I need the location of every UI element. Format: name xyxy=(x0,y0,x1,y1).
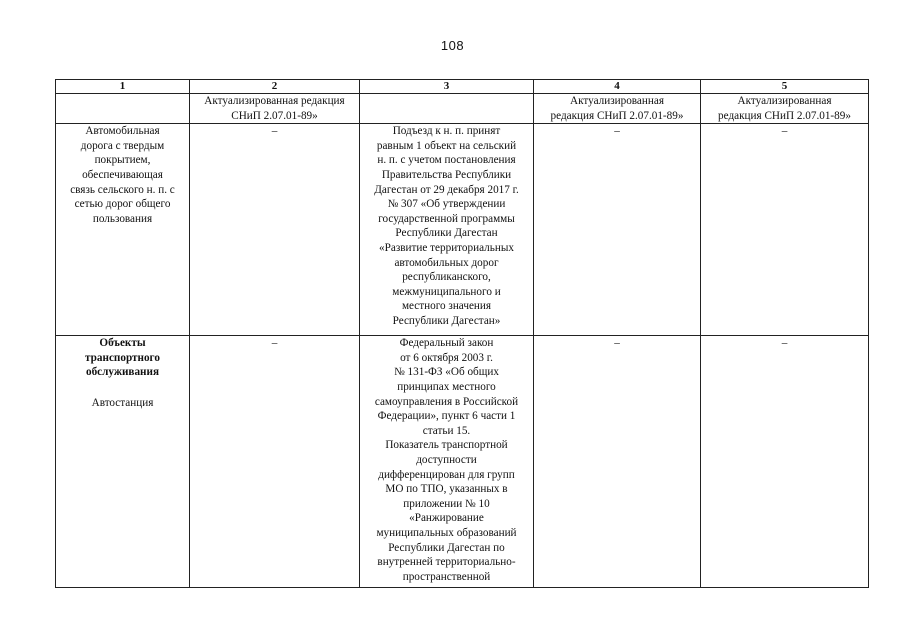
column-number-2: 2 xyxy=(190,80,360,94)
text-line: Республики Дагестан по xyxy=(388,541,505,554)
text-line: доступности xyxy=(416,453,477,466)
text-line: внутренней территориально- xyxy=(377,556,516,569)
text-line: редакция СНиП 2.07.01-89» xyxy=(550,109,684,122)
section-heading-line: Объекты xyxy=(99,337,146,350)
table-row xyxy=(56,336,869,588)
text-line: Правительства Республики xyxy=(381,168,512,181)
spacer xyxy=(58,380,187,396)
dash-placeholder: – xyxy=(781,125,788,138)
text-line: Подъезд к н. п. принят xyxy=(392,125,501,138)
table-row xyxy=(56,124,869,336)
text-line: Федерации», пункт 6 части 1 xyxy=(377,410,516,423)
text-line: Республики Дагестан xyxy=(395,227,498,240)
subheader-row xyxy=(56,94,869,124)
document-table xyxy=(55,79,869,588)
subheader-cell-4 xyxy=(534,94,701,124)
text-line: межмуниципального и xyxy=(392,285,501,298)
text-line: пространственной xyxy=(402,570,491,583)
text-line: муниципальных образований xyxy=(376,526,517,539)
text-line: Актуализированная редакция xyxy=(204,95,345,107)
text-line: № 131-ФЗ «Об общих xyxy=(394,366,499,379)
road-col5-cell xyxy=(701,124,869,336)
text-line: Актуализированная xyxy=(737,95,832,107)
text-line: автомобильных дорог xyxy=(394,256,499,269)
text-line: Дагестан от 29 декабря 2017 г. xyxy=(374,183,519,196)
transport-col4-cell xyxy=(534,336,701,588)
road-basis-cell xyxy=(360,124,534,336)
item-name: Автостанция xyxy=(91,396,154,409)
dash-placeholder: – xyxy=(614,337,620,350)
text-line: дорога с твердым xyxy=(80,139,165,152)
text-line: редакция СНиП 2.07.01-89» xyxy=(718,109,851,122)
column-number-3: 3 xyxy=(360,80,534,94)
text-line: самоуправления в Российской xyxy=(374,395,519,408)
text-line: Федеральный закон xyxy=(399,337,494,350)
text-line: покрытием, xyxy=(94,154,151,167)
transport-col2-cell xyxy=(190,336,360,588)
text-line: обеспечивающая xyxy=(82,168,163,181)
section-heading-line: транспортного xyxy=(85,351,160,364)
text-line: Показатель транспортной xyxy=(385,439,508,452)
dash-placeholder: – xyxy=(781,337,788,350)
section-heading-line: обслуживания xyxy=(85,366,159,379)
text-line: от 6 октября 2003 г. xyxy=(400,351,493,364)
text-line: «Ранжирование xyxy=(409,512,484,525)
text-line: приложении № 10 xyxy=(403,497,490,510)
text-line: СНиП 2.07.01-89» xyxy=(231,109,318,122)
road-col4-cell xyxy=(534,124,701,336)
dash-placeholder: – xyxy=(271,337,278,350)
road-col2-cell xyxy=(190,124,360,336)
text-line: дифференцирован для групп xyxy=(378,468,515,481)
column-number-1: 1 xyxy=(56,80,190,94)
subheader-cell-3 xyxy=(360,94,534,124)
road-description-cell xyxy=(56,124,190,336)
text-line: местного значения xyxy=(401,300,492,313)
text-line: н. п. с учетом постановления xyxy=(377,154,516,167)
transport-basis-cell xyxy=(360,336,534,588)
text-line: Автомобильная xyxy=(85,125,160,138)
text-line: государственной программы xyxy=(378,212,515,225)
text-line: республиканского, xyxy=(402,271,491,284)
text-line: пользования xyxy=(92,212,153,225)
text-line: МО по ТПО, указанных в xyxy=(385,483,508,496)
transport-description-cell xyxy=(56,336,190,588)
text-line: Актуализированная xyxy=(570,95,664,107)
text-line: «Развитие территориальных xyxy=(379,241,514,254)
column-number-4: 4 xyxy=(534,80,701,94)
text-line: равным 1 объект на сельский xyxy=(376,139,517,152)
subheader-cell-5 xyxy=(701,94,869,124)
page-number: 108 xyxy=(440,38,465,53)
dash-placeholder: – xyxy=(271,125,278,138)
text-line: Республики Дагестан» xyxy=(392,314,501,327)
text-line: статьи 15. xyxy=(422,424,471,437)
text-line: принципах местного xyxy=(397,380,496,393)
text-line: сетью дорог общего xyxy=(74,198,171,211)
subheader-cell-1 xyxy=(56,94,190,124)
dash-placeholder: – xyxy=(614,125,620,138)
text-line: № 307 «Об утверждении xyxy=(387,198,506,211)
transport-col5-cell xyxy=(701,336,869,588)
column-number-5: 5 xyxy=(701,80,869,94)
subheader-cell-2 xyxy=(190,94,360,124)
column-number-row xyxy=(56,80,869,94)
text-line: связь сельского н. п. с xyxy=(70,183,175,196)
